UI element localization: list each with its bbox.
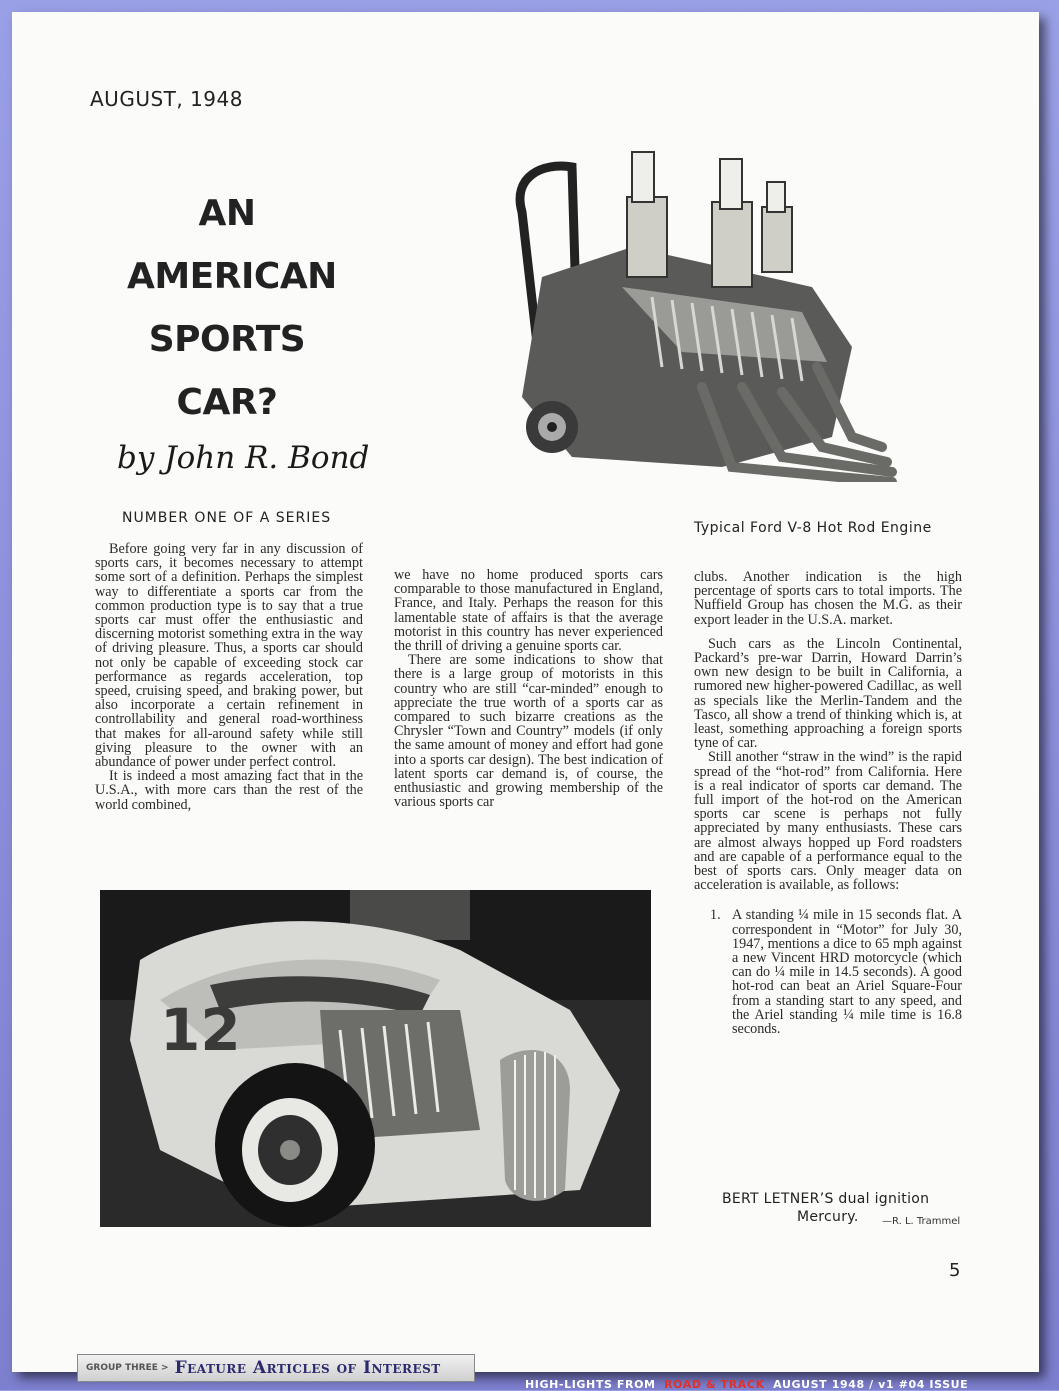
paragraph: clubs. Another indication is the high percentage of sports cars to total imports. The Nuffield Group has chosen the M.G. as their export leader in the U.S.A. market. bbox=[694, 569, 962, 628]
page-number: 5 bbox=[949, 1260, 961, 1281]
svg-text:12: 12 bbox=[160, 996, 241, 1064]
acceleration-list bbox=[694, 908, 962, 1036]
hot-rod-photo bbox=[100, 890, 651, 1227]
section-banner bbox=[77, 1354, 475, 1382]
group-label: GROUP THREE > bbox=[86, 1363, 169, 1373]
article-column-3 bbox=[694, 570, 962, 1036]
title-line: AN bbox=[198, 193, 256, 234]
footer-bar bbox=[525, 1378, 968, 1391]
car-caption-line: BERT LETNER’S dual ignition bbox=[722, 1191, 930, 1207]
engine-photo bbox=[482, 137, 902, 482]
car-caption-line: Mercury. bbox=[797, 1209, 859, 1225]
author-byline: by John R. Bond bbox=[117, 440, 370, 476]
paragraph: Still another “straw in the wind” is the rapid spread of the “hot-rod” from California. Here is a real indicator of sports car demand. The full import of the hot-rod on the American sports car scene is perhaps not fully appreciated by many enthusiasts. These cars are almost always hopped up Ford roadsters and are capable of a performance equal to the best of sports cars. Only meager data on acceleration is available, as follows: bbox=[694, 749, 962, 894]
list-item bbox=[694, 908, 962, 1036]
paragraph: we have no home produced sports cars comparable to those manufactured in England, France, and Italy. Perhaps the reason for this lamentable state of affairs is that the average motorist in this country has never experienced the thrill of driving a genuine sports car. bbox=[394, 567, 663, 655]
paragraph: It is indeed a most amazing fact that in the U.S.A., with more cars than the rest of the world combined, bbox=[95, 768, 363, 813]
list-item-number: 1. bbox=[710, 907, 721, 924]
footer-issue: AUGUST 1948 / v1 #04 ISSUE bbox=[773, 1378, 969, 1391]
paragraph: Before going very far in any discussion of sports cars, it becomes necessary to attempt some sort of a definition. Perhaps the simplest way to differentiate a sports car from the common production type is to say that a true sports car must offer the enthusiastic and discerning motorist something extra in the way of driving pleasure. Thus, a sports car should not only be capable of exceeding stock car performance as regards acceleration, top speed, cruising speed, and braking power, but also incorporate a certain refinement in controllability and general road-worthiness that makes for all-around safety while still giving pleasure to the owner with an abundance of power under perfect control. bbox=[95, 541, 363, 771]
series-label: NUMBER ONE OF A SERIES bbox=[122, 510, 332, 526]
footer-magazine: ROAD & TRACK bbox=[664, 1378, 765, 1391]
paragraph: Such cars as the Lincoln Continental, Packard’s pre-war Darrin, Howard Darrin’s own new design to be built in California, a rumored new higher-powered Cadillac, as well as specials like the Merlin-Tandem and the Tasco, all show a trend of thinking which is, at least, something approaching a foreign sports tyne of car. bbox=[694, 635, 962, 752]
title-line: SPORTS bbox=[148, 319, 306, 360]
article-title bbox=[127, 182, 337, 434]
engine-caption: Typical Ford V-8 Hot Rod Engine bbox=[694, 520, 932, 536]
photo-credit: —R. L. Trammel bbox=[882, 1216, 961, 1227]
paragraph: There are some indications to show that there is a large group of motorists in this country who are still “car-minded” enough to appreciate the true worth of a sports car as compared to such bizarre creations as the Chrysler “Town and Country” models (if only the same amount of money and effort had gone into a sports car design). The best indication of latent sports car demand is, of course, the enthusiastic and growing membership of the various sports car bbox=[394, 652, 663, 811]
article-column-2 bbox=[394, 568, 663, 809]
list-item-text: A standing ¼ mile in 15 seconds flat. A correspondent in “Motor” for July 30, 1947, mentions a dice to 65 mph against a new Vincent HRD motorcycle (which can do ¼ mile in 14.5 seconds). A good hot-rod can beat an Ariel Square-Four from a standing start to any speed, and the Ariel standing ¼ mile time is 16.8 seconds. bbox=[732, 907, 962, 1038]
title-line: AMERICAN bbox=[127, 256, 337, 297]
title-line: CAR? bbox=[176, 382, 278, 423]
article-column-1 bbox=[95, 542, 363, 812]
magazine-page bbox=[12, 12, 1039, 1372]
feature-label: Feature Articles of Interest bbox=[174, 1358, 441, 1378]
footer-prefix: HIGH-LIGHTS FROM bbox=[525, 1378, 656, 1391]
dateline: AUGUST, 1948 bbox=[90, 87, 243, 111]
